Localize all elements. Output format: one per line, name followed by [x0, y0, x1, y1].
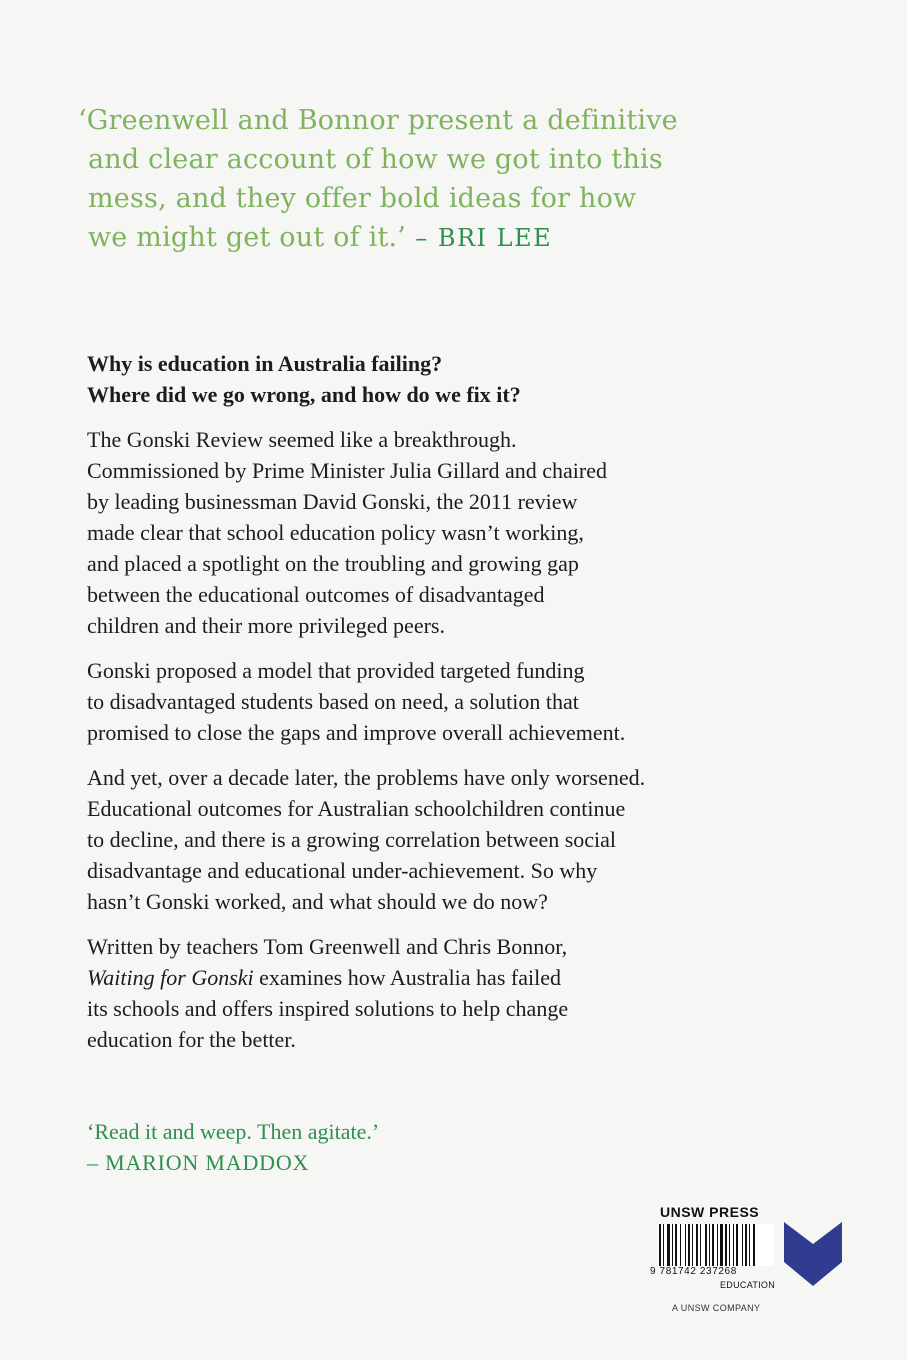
isbn-barcode — [658, 1224, 774, 1266]
publisher-block — [650, 1200, 850, 1340]
barcode-bar — [663, 1224, 664, 1266]
barcode-bar — [717, 1224, 718, 1266]
blurb-line: between the educational outcomes of disadvantaged — [87, 582, 545, 607]
top-quote-line: mess, and they offer bold ideas for how — [88, 183, 637, 214]
blurb-lead — [87, 348, 867, 410]
blurb-line-rest: examines how Australia has failed — [253, 965, 561, 990]
blurb-line: Educational outcomes for Australian schoolchildren continue — [87, 796, 626, 821]
bottom-quote-text: ‘Read it and weep. Then agitate.’ — [87, 1119, 380, 1144]
top-quote-line: ‘Greenwell and Bonnor present a definitive — [78, 105, 678, 136]
bottom-quote-attribution: – MARION MADDOX — [87, 1150, 310, 1175]
blurb-line: promised to close the gaps and improve overall achievement. — [87, 720, 626, 745]
blurb-line: by leading businessman David Gonski, the 2011 review — [87, 489, 578, 514]
blurb-line: disadvantage and educational under-achievement. So why — [87, 858, 598, 883]
unsw-press-logo-icon — [784, 1222, 842, 1286]
top-quote — [78, 101, 838, 258]
book-category: EDUCATION — [720, 1280, 776, 1290]
barcode-bar — [745, 1224, 747, 1266]
barcode-bar — [696, 1224, 698, 1266]
barcode-bar — [667, 1224, 670, 1266]
publisher-name: UNSW PRESS — [660, 1204, 760, 1220]
barcode-bar — [725, 1224, 727, 1266]
blurb-lead-line: Where did we go wrong, and how do we fix it? — [87, 382, 521, 407]
top-quote-line: and clear account of how we got into this — [88, 144, 663, 175]
blurb-line: The Gonski Review seemed like a breakthrough. — [87, 427, 517, 452]
company-tagline: A UNSW COMPANY — [672, 1303, 761, 1313]
isbn-number: 9 781742 237268 — [650, 1266, 737, 1277]
barcode-bar — [709, 1224, 710, 1266]
barcode-bar — [742, 1224, 743, 1266]
blurb-paragraph-3 — [87, 762, 867, 917]
barcode-bar — [672, 1224, 673, 1266]
barcode-bar — [736, 1224, 738, 1266]
blurb-line: to disadvantaged students based on need, a solution that — [87, 689, 579, 714]
blurb-paragraph-1 — [87, 424, 867, 641]
blurb-line: and placed a spotlight on the troubling and growing gap — [87, 551, 579, 576]
book-title: Waiting for Gonski — [87, 965, 254, 990]
blurb-line: education for the better. — [87, 1027, 296, 1052]
blurb-paragraph-2 — [87, 655, 867, 748]
blurb — [87, 348, 867, 1069]
barcode-bar — [659, 1224, 661, 1266]
barcode-bar — [680, 1224, 681, 1266]
bottom-quote — [87, 1116, 379, 1178]
top-quote-dash: – — [406, 224, 438, 252]
top-quote-attribution: BRI LEE — [437, 224, 553, 252]
barcode-bar — [700, 1224, 701, 1266]
barcode-bar — [688, 1224, 690, 1266]
blurb-line: hasn’t Gonski worked, and what should we do now? — [87, 889, 548, 914]
blurb-line: Gonski proposed a model that provided targeted funding — [87, 658, 585, 683]
top-quote-last-line — [78, 218, 838, 258]
blurb-line: to decline, and there is a growing correlation between social — [87, 827, 617, 852]
barcode-bar — [733, 1224, 734, 1266]
barcode-bar — [685, 1224, 686, 1266]
blurb-lead-line: Why is education in Australia failing? — [87, 351, 443, 376]
blurb-line: children and their more privileged peers. — [87, 613, 445, 638]
blurb-line: Written by teachers Tom Greenwell and Chris Bonnor, — [87, 934, 568, 959]
barcode-bar — [692, 1224, 693, 1266]
barcode-bar — [753, 1224, 755, 1266]
blurb-line: And yet, over a decade later, the problems have only worsened. — [87, 765, 646, 790]
blurb-line: made clear that school education policy wasn’t working, — [87, 520, 584, 545]
barcode-bar — [675, 1224, 677, 1266]
blurb-paragraph-4 — [87, 931, 867, 1055]
blurb-title-line — [87, 962, 867, 993]
top-quote-line: we might get out of it.’ — [88, 222, 407, 253]
blurb-line: Commissioned by Prime Minister Julia Gillard and chaired — [87, 458, 607, 483]
barcode-bar — [720, 1224, 723, 1266]
blurb-line: its schools and offers inspired solutions to help change — [87, 996, 569, 1021]
barcode-bar — [705, 1224, 707, 1266]
barcode-bar — [749, 1224, 750, 1266]
barcode-bar — [712, 1224, 714, 1266]
barcode-bar — [729, 1224, 730, 1266]
